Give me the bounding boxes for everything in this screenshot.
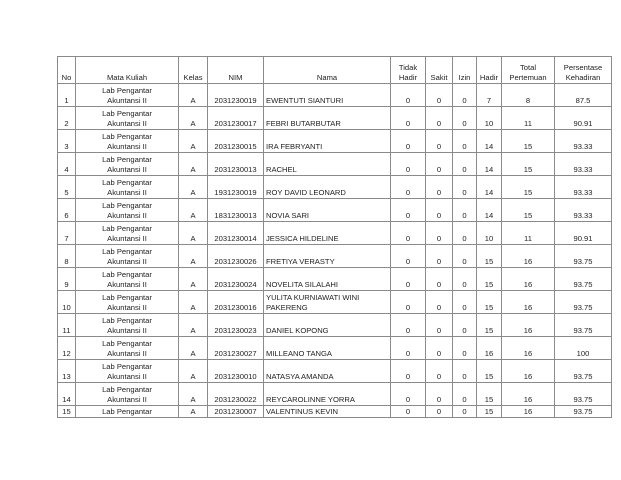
cell-mata-kuliah <box>76 406 179 418</box>
cell-total-pertemuan: 16 <box>502 291 555 314</box>
cell-kelas: A <box>179 383 208 406</box>
cell-izin: 0 <box>453 107 477 130</box>
cell-persentase: 90.91 <box>555 222 612 245</box>
cell-tidak-hadir: 0 <box>391 222 426 245</box>
cell-mata-kuliah <box>76 107 179 130</box>
cell-mata-kuliah <box>76 153 179 176</box>
cell-nama: ROY DAVID LEONARD <box>264 176 391 199</box>
cell-nim: 2031230013 <box>208 153 264 176</box>
cell-no: 11 <box>58 314 76 337</box>
cell-tidak-hadir: 0 <box>391 130 426 153</box>
cell-tidak-hadir: 0 <box>391 406 426 418</box>
table-row <box>58 199 612 222</box>
cell-hadir: 15 <box>477 314 502 337</box>
mata-kuliah-line: Lab Pengantar <box>102 247 152 256</box>
cell-kelas: A <box>179 153 208 176</box>
cell-nama: RACHEL <box>264 153 391 176</box>
mata-kuliah-line: Lab Pengantar <box>102 224 152 233</box>
cell-total-pertemuan: 15 <box>502 199 555 222</box>
cell-no: 1 <box>58 84 76 107</box>
cell-izin: 0 <box>453 130 477 153</box>
cell-izin: 0 <box>453 245 477 268</box>
cell-persentase: 93.33 <box>555 153 612 176</box>
header-row <box>58 57 612 84</box>
table-body <box>58 84 612 418</box>
cell-persentase: 93.33 <box>555 130 612 153</box>
mata-kuliah-line: Akuntansi II <box>107 119 147 128</box>
mata-kuliah-line: Akuntansi II <box>107 188 147 197</box>
cell-persentase: 93.33 <box>555 199 612 222</box>
cell-sakit: 0 <box>426 291 453 314</box>
cell-nama: NOVELITA SILALAHI <box>264 268 391 291</box>
cell-nim: 2031230007 <box>208 406 264 418</box>
cell-mata-kuliah <box>76 130 179 153</box>
cell-persentase: 93.75 <box>555 406 612 418</box>
cell-kelas: A <box>179 84 208 107</box>
cell-izin: 0 <box>453 291 477 314</box>
header-total-line1: Total <box>519 63 537 72</box>
cell-nim: 2031230017 <box>208 107 264 130</box>
cell-nama: NOVIA SARI <box>264 199 391 222</box>
cell-izin: 0 <box>453 222 477 245</box>
header-nim: NIM <box>208 57 264 84</box>
cell-no: 4 <box>58 153 76 176</box>
cell-tidak-hadir: 0 <box>391 383 426 406</box>
cell-kelas: A <box>179 314 208 337</box>
mata-kuliah-line: Akuntansi II <box>107 372 147 381</box>
cell-izin: 0 <box>453 199 477 222</box>
cell-nim: 2031230024 <box>208 268 264 291</box>
cell-no: 15 <box>58 406 76 418</box>
cell-total-pertemuan: 15 <box>502 130 555 153</box>
cell-kelas: A <box>179 199 208 222</box>
cell-hadir: 15 <box>477 383 502 406</box>
header-persentase-line1: Persentase <box>563 63 603 72</box>
cell-mata-kuliah <box>76 176 179 199</box>
cell-no: 6 <box>58 199 76 222</box>
table-row <box>58 314 612 337</box>
mata-kuliah-line: Lab Pengantar <box>102 339 152 348</box>
cell-kelas: A <box>179 222 208 245</box>
table-row <box>58 107 612 130</box>
cell-nim: 2031230016 <box>208 291 264 314</box>
cell-izin: 0 <box>453 314 477 337</box>
mata-kuliah-line: Akuntansi II <box>107 257 147 266</box>
table-row <box>58 222 612 245</box>
cell-tidak-hadir: 0 <box>391 107 426 130</box>
mata-kuliah-line: Lab Pengantar <box>102 270 152 279</box>
cell-persentase: 93.75 <box>555 291 612 314</box>
mata-kuliah-line: Lab Pengantar <box>102 109 152 118</box>
header-persentase <box>555 57 612 84</box>
cell-kelas: A <box>179 176 208 199</box>
table-row <box>58 268 612 291</box>
cell-nama: MILLEANO TANGA <box>264 337 391 360</box>
cell-total-pertemuan: 16 <box>502 245 555 268</box>
cell-hadir: 14 <box>477 176 502 199</box>
cell-hadir: 15 <box>477 406 502 418</box>
cell-no: 5 <box>58 176 76 199</box>
mata-kuliah-line: Akuntansi II <box>107 234 147 243</box>
cell-total-pertemuan: 16 <box>502 406 555 418</box>
header-tidak-hadir-line1: Tidak <box>398 63 418 72</box>
cell-kelas: A <box>179 360 208 383</box>
header-total-line2: Pertemuan <box>509 73 547 82</box>
cell-kelas: A <box>179 107 208 130</box>
cell-mata-kuliah <box>76 314 179 337</box>
mata-kuliah-line: Lab Pengantar <box>102 362 152 371</box>
mata-kuliah-line: Lab Pengantar <box>102 86 152 95</box>
cell-persentase: 93.75 <box>555 360 612 383</box>
cell-sakit: 0 <box>426 107 453 130</box>
cell-total-pertemuan: 16 <box>502 383 555 406</box>
mata-kuliah-line: Lab Pengantar <box>102 407 152 416</box>
attendance-sheet <box>57 56 612 418</box>
cell-sakit: 0 <box>426 360 453 383</box>
cell-nim: 2031230019 <box>208 84 264 107</box>
cell-persentase: 93.75 <box>555 383 612 406</box>
cell-nama: JESSICA HILDELINE <box>264 222 391 245</box>
cell-no: 9 <box>58 268 76 291</box>
cell-nim: 2031230026 <box>208 245 264 268</box>
cell-no: 12 <box>58 337 76 360</box>
cell-no: 13 <box>58 360 76 383</box>
cell-izin: 0 <box>453 360 477 383</box>
cell-hadir: 15 <box>477 291 502 314</box>
attendance-table <box>57 56 612 418</box>
cell-kelas: A <box>179 245 208 268</box>
cell-hadir: 10 <box>477 107 502 130</box>
mata-kuliah-line: Lab Pengantar <box>102 316 152 325</box>
cell-persentase: 100 <box>555 337 612 360</box>
cell-tidak-hadir: 0 <box>391 337 426 360</box>
cell-nim: 2031230022 <box>208 383 264 406</box>
cell-kelas: A <box>179 406 208 418</box>
table-row <box>58 176 612 199</box>
cell-total-pertemuan: 11 <box>502 107 555 130</box>
cell-tidak-hadir: 0 <box>391 199 426 222</box>
cell-tidak-hadir: 0 <box>391 314 426 337</box>
cell-mata-kuliah <box>76 383 179 406</box>
cell-persentase: 90.91 <box>555 107 612 130</box>
table-row <box>58 84 612 107</box>
cell-mata-kuliah <box>76 222 179 245</box>
mata-kuliah-line: Akuntansi II <box>107 165 147 174</box>
table-row <box>58 153 612 176</box>
cell-sakit: 0 <box>426 268 453 291</box>
header-kelas: Kelas <box>179 57 208 84</box>
mata-kuliah-line: Lab Pengantar <box>102 155 152 164</box>
cell-sakit: 0 <box>426 130 453 153</box>
cell-tidak-hadir: 0 <box>391 84 426 107</box>
cell-persentase: 93.75 <box>555 245 612 268</box>
header-hadir: Hadir <box>477 57 502 84</box>
cell-mata-kuliah <box>76 291 179 314</box>
cell-total-pertemuan: 16 <box>502 268 555 291</box>
cell-sakit: 0 <box>426 383 453 406</box>
cell-total-pertemuan: 15 <box>502 153 555 176</box>
cell-sakit: 0 <box>426 314 453 337</box>
cell-total-pertemuan: 16 <box>502 360 555 383</box>
mata-kuliah-line: Lab Pengantar <box>102 385 152 394</box>
cell-nim: 1831230013 <box>208 199 264 222</box>
cell-nama: REYCAROLINNE YORRA <box>264 383 391 406</box>
cell-tidak-hadir: 0 <box>391 291 426 314</box>
cell-nama: FRETIYA VERASTY <box>264 245 391 268</box>
cell-nama: VALENTINUS KEVIN <box>264 406 391 418</box>
cell-persentase: 93.75 <box>555 268 612 291</box>
cell-kelas: A <box>179 291 208 314</box>
cell-hadir: 10 <box>477 222 502 245</box>
header-sakit: Sakit <box>426 57 453 84</box>
cell-persentase: 93.75 <box>555 314 612 337</box>
table-row <box>58 130 612 153</box>
cell-no: 8 <box>58 245 76 268</box>
cell-tidak-hadir: 0 <box>391 245 426 268</box>
header-no: No <box>58 57 76 84</box>
cell-mata-kuliah <box>76 245 179 268</box>
header-izin: Izin <box>453 57 477 84</box>
header-tidak-hadir <box>391 57 426 84</box>
cell-nim: 2031230015 <box>208 130 264 153</box>
cell-no: 7 <box>58 222 76 245</box>
table-row <box>58 245 612 268</box>
header-persentase-line2: Kehadiran <box>565 73 601 82</box>
cell-sakit: 0 <box>426 199 453 222</box>
cell-total-pertemuan: 15 <box>502 176 555 199</box>
cell-kelas: A <box>179 337 208 360</box>
cell-sakit: 0 <box>426 153 453 176</box>
cell-mata-kuliah <box>76 84 179 107</box>
cell-nama: IRA FEBRYANTI <box>264 130 391 153</box>
cell-tidak-hadir: 0 <box>391 268 426 291</box>
mata-kuliah-line: Lab Pengantar <box>102 293 152 302</box>
cell-hadir: 14 <box>477 153 502 176</box>
cell-tidak-hadir: 0 <box>391 360 426 383</box>
cell-mata-kuliah <box>76 360 179 383</box>
cell-hadir: 15 <box>477 268 502 291</box>
table-row <box>58 360 612 383</box>
cell-kelas: A <box>179 268 208 291</box>
cell-nama: EWENTUTI SIANTURI <box>264 84 391 107</box>
cell-mata-kuliah <box>76 268 179 291</box>
cell-nim: 2031230027 <box>208 337 264 360</box>
cell-total-pertemuan: 16 <box>502 337 555 360</box>
mata-kuliah-line: Lab Pengantar <box>102 132 152 141</box>
cell-sakit: 0 <box>426 406 453 418</box>
cell-no: 10 <box>58 291 76 314</box>
cell-izin: 0 <box>453 268 477 291</box>
table-row <box>58 406 612 418</box>
cell-persentase: 93.33 <box>555 176 612 199</box>
mata-kuliah-line: Akuntansi II <box>107 303 147 312</box>
header-mata-kuliah: Mata Kuliah <box>76 57 179 84</box>
table-row <box>58 291 612 314</box>
cell-izin: 0 <box>453 153 477 176</box>
cell-nim: 1931230019 <box>208 176 264 199</box>
cell-persentase: 87.5 <box>555 84 612 107</box>
cell-hadir: 15 <box>477 245 502 268</box>
cell-no: 14 <box>58 383 76 406</box>
cell-izin: 0 <box>453 176 477 199</box>
cell-sakit: 0 <box>426 176 453 199</box>
mata-kuliah-line: Lab Pengantar <box>102 201 152 210</box>
cell-mata-kuliah <box>76 337 179 360</box>
cell-hadir: 15 <box>477 360 502 383</box>
cell-mata-kuliah <box>76 199 179 222</box>
cell-sakit: 0 <box>426 245 453 268</box>
table-row <box>58 383 612 406</box>
cell-izin: 0 <box>453 84 477 107</box>
cell-tidak-hadir: 0 <box>391 176 426 199</box>
cell-nama: DANIEL KOPONG <box>264 314 391 337</box>
cell-total-pertemuan: 16 <box>502 314 555 337</box>
mata-kuliah-line: Akuntansi II <box>107 211 147 220</box>
cell-no: 2 <box>58 107 76 130</box>
cell-tidak-hadir: 0 <box>391 153 426 176</box>
cell-nama: FEBRI BUTARBUTAR <box>264 107 391 130</box>
cell-nim: 2031230014 <box>208 222 264 245</box>
cell-izin: 0 <box>453 337 477 360</box>
mata-kuliah-line: Akuntansi II <box>107 96 147 105</box>
mata-kuliah-line: Akuntansi II <box>107 349 147 358</box>
mata-kuliah-line: Akuntansi II <box>107 326 147 335</box>
mata-kuliah-line: Akuntansi II <box>107 142 147 151</box>
mata-kuliah-line: Akuntansi II <box>107 395 147 404</box>
cell-sakit: 0 <box>426 222 453 245</box>
cell-nim: 2031230010 <box>208 360 264 383</box>
mata-kuliah-line: Lab Pengantar <box>102 178 152 187</box>
cell-nama: NATASYA AMANDA <box>264 360 391 383</box>
cell-hadir: 16 <box>477 337 502 360</box>
cell-hadir: 14 <box>477 199 502 222</box>
cell-total-pertemuan: 8 <box>502 84 555 107</box>
header-total-pertemuan <box>502 57 555 84</box>
mata-kuliah-line: Akuntansi II <box>107 280 147 289</box>
cell-izin: 0 <box>453 406 477 418</box>
header-nama: Nama <box>264 57 391 84</box>
cell-no: 3 <box>58 130 76 153</box>
cell-kelas: A <box>179 130 208 153</box>
cell-nama: YULITA KURNIAWATI WINI PAKERENG <box>264 291 391 314</box>
cell-hadir: 7 <box>477 84 502 107</box>
cell-izin: 0 <box>453 383 477 406</box>
cell-hadir: 14 <box>477 130 502 153</box>
cell-nim: 2031230023 <box>208 314 264 337</box>
header-tidak-hadir-line2: Hadir <box>398 73 418 82</box>
cell-total-pertemuan: 11 <box>502 222 555 245</box>
table-row <box>58 337 612 360</box>
cell-sakit: 0 <box>426 337 453 360</box>
cell-sakit: 0 <box>426 84 453 107</box>
